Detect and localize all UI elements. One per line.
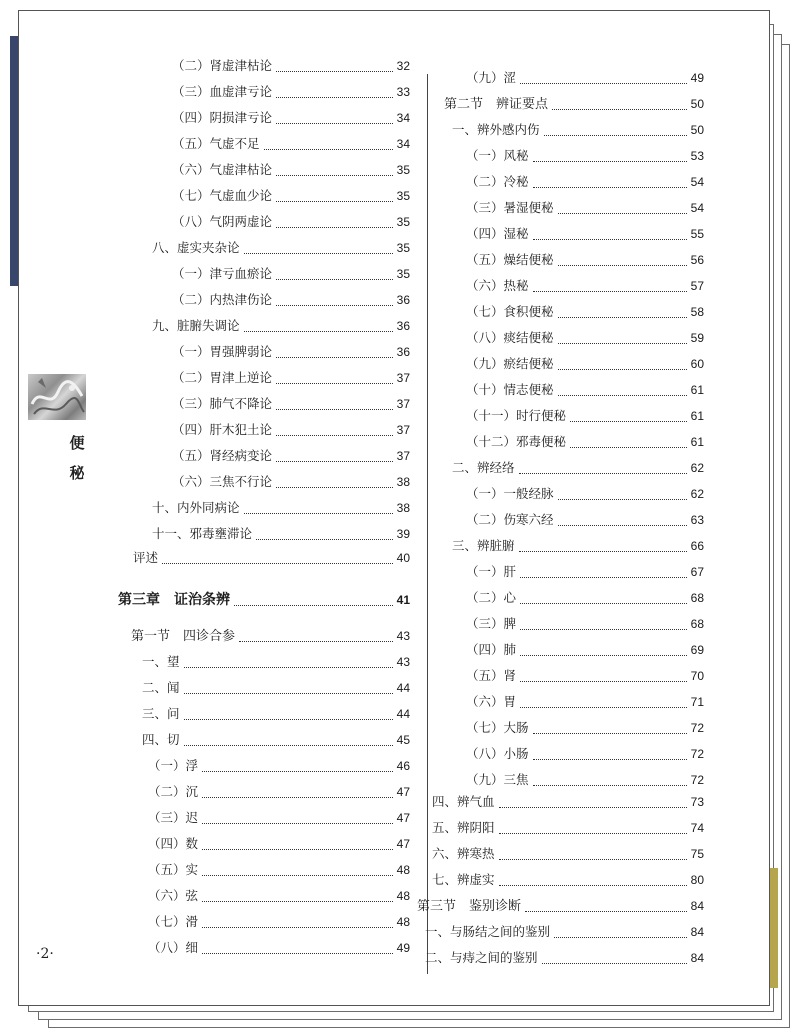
left-toc-entry xyxy=(148,758,410,774)
dot-leader xyxy=(276,461,393,462)
toc-entry-title: （一）胃强脾弱论 xyxy=(172,344,273,359)
toc-entry-page: 84 xyxy=(690,925,704,939)
right-toc-entry xyxy=(466,226,704,242)
toc-entry-title: （八）细 xyxy=(148,940,199,955)
toc-entry-title: 第一节 四诊合参 xyxy=(131,629,236,644)
toc-entry-page: 44 xyxy=(396,681,410,695)
toc-entry-page: 47 xyxy=(396,785,410,799)
right-toc-entry xyxy=(466,200,704,216)
toc-entry-page: 48 xyxy=(396,915,410,929)
left-toc-entry xyxy=(172,136,410,152)
left-toc-entry xyxy=(172,396,410,412)
dot-leader xyxy=(202,849,393,850)
dot-leader xyxy=(202,797,393,798)
dot-leader xyxy=(533,785,687,786)
toc-entry-title: （二）内热津伤论 xyxy=(172,292,273,307)
toc-entry-page: 74 xyxy=(690,821,704,835)
right-toc-entry xyxy=(432,846,704,862)
toc-entry-title: 十、内外同病论 xyxy=(152,500,240,515)
toc-entry-title: 评述 xyxy=(133,550,159,565)
toc-entry-title: 第三章 证治条辨 xyxy=(118,592,230,608)
right-toc-entry xyxy=(466,694,704,710)
right-toc-entry xyxy=(466,564,704,580)
toc-entry-page: 59 xyxy=(690,331,704,345)
left-toc-entry xyxy=(148,940,410,956)
toc-entry-page: 75 xyxy=(690,847,704,861)
dot-leader xyxy=(520,577,687,578)
toc-entry-page: 37 xyxy=(396,423,410,437)
toc-entry-title: （九）瘀结便秘 xyxy=(466,356,554,371)
toc-entry-page: 69 xyxy=(690,643,704,657)
toc-entry-page: 72 xyxy=(690,747,704,761)
right-toc-entry xyxy=(466,278,704,294)
dot-leader xyxy=(244,253,393,254)
toc-entry-page: 35 xyxy=(396,215,410,229)
dot-leader xyxy=(202,771,393,772)
left-toc-entry xyxy=(148,862,410,878)
right-toc-entry xyxy=(466,746,704,762)
toc-entry-page: 61 xyxy=(690,409,704,423)
toc-entry-title: 第二节 辨证要点 xyxy=(444,97,549,112)
dot-leader xyxy=(558,525,687,526)
right-toc-entry xyxy=(466,356,704,372)
toc-entry-title: （六）气虚津枯论 xyxy=(172,162,273,177)
left-toc-entry xyxy=(172,266,410,282)
toc-entry-page: 53 xyxy=(690,149,704,163)
dot-leader xyxy=(276,435,393,436)
dot-leader xyxy=(533,161,687,162)
dot-leader xyxy=(520,655,687,656)
left-toc-entry xyxy=(172,370,410,386)
toc-entry-title: （三）脾 xyxy=(466,616,517,631)
right-toc-entry xyxy=(466,642,704,658)
dot-leader xyxy=(519,551,687,552)
dot-leader xyxy=(276,123,393,124)
toc-entry-title: （四）湿秘 xyxy=(466,226,529,241)
dot-leader xyxy=(525,911,687,912)
left-toc-entry xyxy=(172,422,410,438)
right-toc-entry xyxy=(466,252,704,268)
right-toc-entry xyxy=(466,70,704,86)
toc-entry-page: 57 xyxy=(690,279,704,293)
dot-leader xyxy=(264,149,393,150)
dot-leader xyxy=(184,667,393,668)
toc-entry-page: 62 xyxy=(690,487,704,501)
dot-leader xyxy=(558,369,687,370)
toc-entry-title: 四、辨气血 xyxy=(432,794,495,809)
toc-entry-page: 67 xyxy=(690,565,704,579)
toc-entry-page: 38 xyxy=(396,501,410,515)
toc-entry-page: 50 xyxy=(690,97,704,111)
toc-entry-title: （二）胃津上逆论 xyxy=(172,370,273,385)
toc-entry-title: （一）肝 xyxy=(466,564,517,579)
right-toc-entry xyxy=(466,382,704,398)
toc-entry-title: （七）食积便秘 xyxy=(466,304,554,319)
toc-entry-title: （三）暑湿便秘 xyxy=(466,200,554,215)
left-toc-entry xyxy=(172,188,410,204)
toc-entry-page: 36 xyxy=(396,319,410,333)
dot-leader xyxy=(184,693,393,694)
toc-entry-title: （四）肝木犯土论 xyxy=(172,422,273,437)
toc-entry-title: 七、辨虚实 xyxy=(432,872,495,887)
dot-leader xyxy=(542,963,687,964)
toc-entry-page: 36 xyxy=(396,293,410,307)
toc-entry-title: （十二）邪毒便秘 xyxy=(466,434,567,449)
toc-entry-page: 61 xyxy=(690,383,704,397)
toc-entry-title: （二）肾虚津枯论 xyxy=(172,58,273,73)
left-toc-entry xyxy=(148,914,410,930)
toc-entry-title: （六）热秘 xyxy=(466,278,529,293)
toc-entry-page: 70 xyxy=(690,669,704,683)
toc-entry-title: （一）浮 xyxy=(148,758,199,773)
toc-entry-title: （九）涩 xyxy=(466,70,517,85)
dot-leader xyxy=(202,901,393,902)
dot-leader xyxy=(276,175,393,176)
left-toc-entry xyxy=(142,732,410,748)
toc-entry-page: 35 xyxy=(396,241,410,255)
column-divider xyxy=(427,74,428,974)
toc-entry-page: 44 xyxy=(396,707,410,721)
toc-entry-title: 五、辨阴阳 xyxy=(432,820,495,835)
dot-leader xyxy=(184,719,393,720)
dot-leader xyxy=(256,539,393,540)
toc-entry-title: （七）大肠 xyxy=(466,720,529,735)
toc-entry-page: 40 xyxy=(396,551,410,565)
toc-entry-title: （二）冷秘 xyxy=(466,174,529,189)
toc-entry-page: 34 xyxy=(396,111,410,125)
side-title-char-1: 便 xyxy=(69,434,85,452)
dot-leader xyxy=(276,71,393,72)
toc-entry-page: 48 xyxy=(396,889,410,903)
dot-leader xyxy=(519,473,687,474)
toc-entry-title: （八）小肠 xyxy=(466,746,529,761)
left-toc-entry xyxy=(148,810,410,826)
toc-entry-page: 54 xyxy=(690,175,704,189)
toc-entry-title: （一）津亏血瘀论 xyxy=(172,266,273,281)
right-toc-entry xyxy=(452,122,704,138)
right-toc-entry xyxy=(466,434,704,450)
toc-entry-title: （三）肺气不降论 xyxy=(172,396,273,411)
left-toc-entry xyxy=(172,214,410,230)
toc-entry-page: 50 xyxy=(690,123,704,137)
dot-leader xyxy=(552,109,687,110)
left-toc-entry xyxy=(172,84,410,100)
dot-leader xyxy=(202,953,393,954)
right-toc-entry xyxy=(466,720,704,736)
dot-leader xyxy=(533,239,687,240)
left-toc-entry xyxy=(172,448,410,464)
left-toc-entry xyxy=(152,240,410,256)
dot-leader xyxy=(520,603,687,604)
toc-entry-page: 84 xyxy=(690,951,704,965)
toc-entry-page: 49 xyxy=(690,71,704,85)
toc-entry-title: （四）阴损津亏论 xyxy=(172,110,273,125)
toc-entry-page: 39 xyxy=(396,527,410,541)
toc-entry-page: 80 xyxy=(690,873,704,887)
dot-leader xyxy=(276,305,393,306)
toc-entry-page: 34 xyxy=(396,137,410,151)
right-toc-entry xyxy=(452,460,704,476)
dot-leader xyxy=(499,833,687,834)
toc-entry-page: 37 xyxy=(396,397,410,411)
right-toc-entry xyxy=(466,668,704,684)
toc-entry-title: （七）气虚血少论 xyxy=(172,188,273,203)
toc-entry-page: 49 xyxy=(396,941,410,955)
toc-entry-title: 二、辨经络 xyxy=(452,460,515,475)
dot-leader xyxy=(520,629,687,630)
toc-entry-page: 45 xyxy=(396,733,410,747)
toc-entry-title: （六）三焦不行论 xyxy=(172,474,273,489)
toc-entry-title: （六）弦 xyxy=(148,888,199,903)
dot-leader xyxy=(533,733,687,734)
dot-leader xyxy=(558,213,687,214)
dot-leader xyxy=(499,885,687,886)
toc-entry-title: 一、辨外感内伤 xyxy=(452,122,540,137)
dot-leader xyxy=(499,807,687,808)
toc-entry-title: 一、望 xyxy=(142,654,180,669)
right-toc-entry xyxy=(444,96,704,112)
toc-entry-page: 35 xyxy=(396,163,410,177)
toc-entry-page: 38 xyxy=(396,475,410,489)
toc-entry-title: （二）心 xyxy=(466,590,517,605)
side-title-char-2: 秘 xyxy=(69,464,85,482)
toc-entry-page: 37 xyxy=(396,371,410,385)
toc-entry-title: （四）数 xyxy=(148,836,199,851)
right-toc-entry xyxy=(466,512,704,528)
dot-leader xyxy=(276,409,393,410)
toc-entry-title: （四）肺 xyxy=(466,642,517,657)
left-toc-entry xyxy=(148,888,410,904)
toc-entry-page: 62 xyxy=(690,461,704,475)
dot-leader xyxy=(544,135,687,136)
toc-entry-page: 61 xyxy=(690,435,704,449)
right-toc-entry xyxy=(425,924,704,940)
toc-entry-title: （十）情志便秘 xyxy=(466,382,554,397)
toc-entry-title: 六、辨寒热 xyxy=(432,846,495,861)
toc-entry-title: 十一、邪毒壅滞论 xyxy=(152,526,253,541)
dot-leader xyxy=(244,513,393,514)
dot-leader xyxy=(244,331,393,332)
toc-entry-page: 43 xyxy=(396,655,410,669)
toc-entry-title: 二、与痔之间的鉴别 xyxy=(425,950,538,965)
toc-entry-title: （五）肾经病变论 xyxy=(172,448,273,463)
toc-entry-page: 60 xyxy=(690,357,704,371)
dot-leader xyxy=(558,395,687,396)
toc-entry-page: 55 xyxy=(690,227,704,241)
dot-leader xyxy=(276,227,393,228)
right-toc-entry xyxy=(432,820,704,836)
toc-entry-page: 56 xyxy=(690,253,704,267)
left-toc-entry xyxy=(172,162,410,178)
toc-entry-title: 九、脏腑失调论 xyxy=(152,318,240,333)
left-toc-entry xyxy=(172,292,410,308)
toc-entry-title: 四、切 xyxy=(142,732,180,747)
dot-leader xyxy=(234,605,393,606)
right-toc-entry xyxy=(466,486,704,502)
side-title xyxy=(66,428,88,488)
dot-leader xyxy=(533,291,687,292)
dot-leader xyxy=(202,927,393,928)
toc-entry-title: （七）滑 xyxy=(148,914,199,929)
toc-entry-page: 35 xyxy=(396,189,410,203)
toc-entry-title: （一）风秘 xyxy=(466,148,529,163)
left-toc-entry xyxy=(172,344,410,360)
right-toc-entry xyxy=(466,304,704,320)
left-toc-entry xyxy=(131,628,410,644)
dot-leader xyxy=(276,97,393,98)
dot-leader xyxy=(276,357,393,358)
toc-entry-page: 43 xyxy=(396,629,410,643)
toc-entry-page: 58 xyxy=(690,305,704,319)
toc-entry-title: （五）气虚不足 xyxy=(172,136,260,151)
toc-entry-page: 37 xyxy=(396,449,410,463)
toc-entry-title: 一、与肠结之间的鉴别 xyxy=(425,924,551,939)
right-toc-entry xyxy=(466,590,704,606)
toc-entry-title: （三）血虚津亏论 xyxy=(172,84,273,99)
toc-entry-page: 84 xyxy=(690,899,704,913)
dot-leader xyxy=(276,383,393,384)
dot-leader xyxy=(202,823,393,824)
toc-entry-title: （九）三焦 xyxy=(466,772,529,787)
left-toc-entry xyxy=(148,836,410,852)
dot-leader xyxy=(162,563,393,564)
toc-entry-page: 48 xyxy=(396,863,410,877)
left-toc-entry xyxy=(172,474,410,490)
toc-entry-page: 54 xyxy=(690,201,704,215)
dot-leader xyxy=(533,759,687,760)
right-toc-entry xyxy=(452,538,704,554)
toc-entry-title: 三、问 xyxy=(142,706,180,721)
right-toc-entry xyxy=(466,772,704,788)
toc-entry-page: 46 xyxy=(396,759,410,773)
toc-entry-title: （二）伤寒六经 xyxy=(466,512,554,527)
toc-entry-page: 72 xyxy=(690,773,704,787)
toc-entry-title: （十一）时行便秘 xyxy=(466,408,567,423)
right-toc-entry xyxy=(466,174,704,190)
toc-entry-page: 33 xyxy=(396,85,410,99)
toc-entry-page: 68 xyxy=(690,591,704,605)
toc-entry-title: （五）实 xyxy=(148,862,199,877)
toc-entry-title: （三）迟 xyxy=(148,810,199,825)
toc-entry-title: 三、辨脏腑 xyxy=(452,538,515,553)
left-toc-entry xyxy=(142,706,410,722)
dot-leader xyxy=(276,279,393,280)
toc-entry-title: （八）气阴两虚论 xyxy=(172,214,273,229)
left-toc-entry xyxy=(172,110,410,126)
dot-leader xyxy=(558,265,687,266)
right-toc-entry xyxy=(417,898,704,914)
left-toc-entry xyxy=(152,526,410,542)
toc-entry-title: 八、虚实夹杂论 xyxy=(152,240,240,255)
right-toc-entry xyxy=(466,330,704,346)
right-toc-entry xyxy=(466,408,704,424)
dot-leader xyxy=(570,447,687,448)
dot-leader xyxy=(558,343,687,344)
toc-entry-title: （五）肾 xyxy=(466,668,517,683)
right-toc-entry xyxy=(425,950,704,966)
toc-entry-title: （二）沉 xyxy=(148,784,199,799)
dot-leader xyxy=(202,875,393,876)
toc-entry-page: 68 xyxy=(690,617,704,631)
left-toc-entry xyxy=(142,680,410,696)
right-toc-entry xyxy=(466,616,704,632)
toc-entry-title: （五）燥结便秘 xyxy=(466,252,554,267)
dot-leader xyxy=(558,499,687,500)
right-toc-entry xyxy=(432,872,704,888)
left-toc-entry xyxy=(133,550,410,566)
dot-leader xyxy=(520,707,687,708)
toc-entry-page: 73 xyxy=(690,795,704,809)
dot-leader xyxy=(184,745,393,746)
right-toc-entry xyxy=(466,148,704,164)
left-toc-entry xyxy=(118,592,410,608)
dot-leader xyxy=(276,201,393,202)
decorative-dragon-image xyxy=(28,374,86,420)
toc-entry-page: 63 xyxy=(690,513,704,527)
toc-entry-page: 66 xyxy=(690,539,704,553)
toc-entry-page: 47 xyxy=(396,811,410,825)
dot-leader xyxy=(276,487,393,488)
left-toc-entry xyxy=(142,654,410,670)
dot-leader xyxy=(520,83,687,84)
toc-entry-page: 36 xyxy=(396,345,410,359)
dot-leader xyxy=(499,859,687,860)
toc-entry-page: 41 xyxy=(396,593,410,607)
toc-entry-page: 72 xyxy=(690,721,704,735)
left-toc-entry xyxy=(172,58,410,74)
dot-leader xyxy=(520,681,687,682)
dot-leader xyxy=(554,937,687,938)
left-toc-entry xyxy=(152,500,410,516)
dot-leader xyxy=(558,317,687,318)
left-toc-entry xyxy=(152,318,410,334)
toc-entry-title: （六）胃 xyxy=(466,694,517,709)
toc-entry-title: 第三节 鉴别诊断 xyxy=(417,899,522,914)
toc-entry-page: 47 xyxy=(396,837,410,851)
dot-leader xyxy=(239,641,393,642)
toc-entry-title: （一）一般经脉 xyxy=(466,486,554,501)
toc-entry-page: 32 xyxy=(396,59,410,73)
right-toc-entry xyxy=(432,794,704,810)
toc-entry-page: 35 xyxy=(396,267,410,281)
toc-entry-page: 71 xyxy=(690,695,704,709)
toc-entry-title: 二、闻 xyxy=(142,680,180,695)
dot-leader xyxy=(533,187,687,188)
left-toc-entry xyxy=(148,784,410,800)
dot-leader xyxy=(570,421,687,422)
toc-entry-title: （八）痰结便秘 xyxy=(466,330,554,345)
page-number: ·2· xyxy=(36,946,54,962)
